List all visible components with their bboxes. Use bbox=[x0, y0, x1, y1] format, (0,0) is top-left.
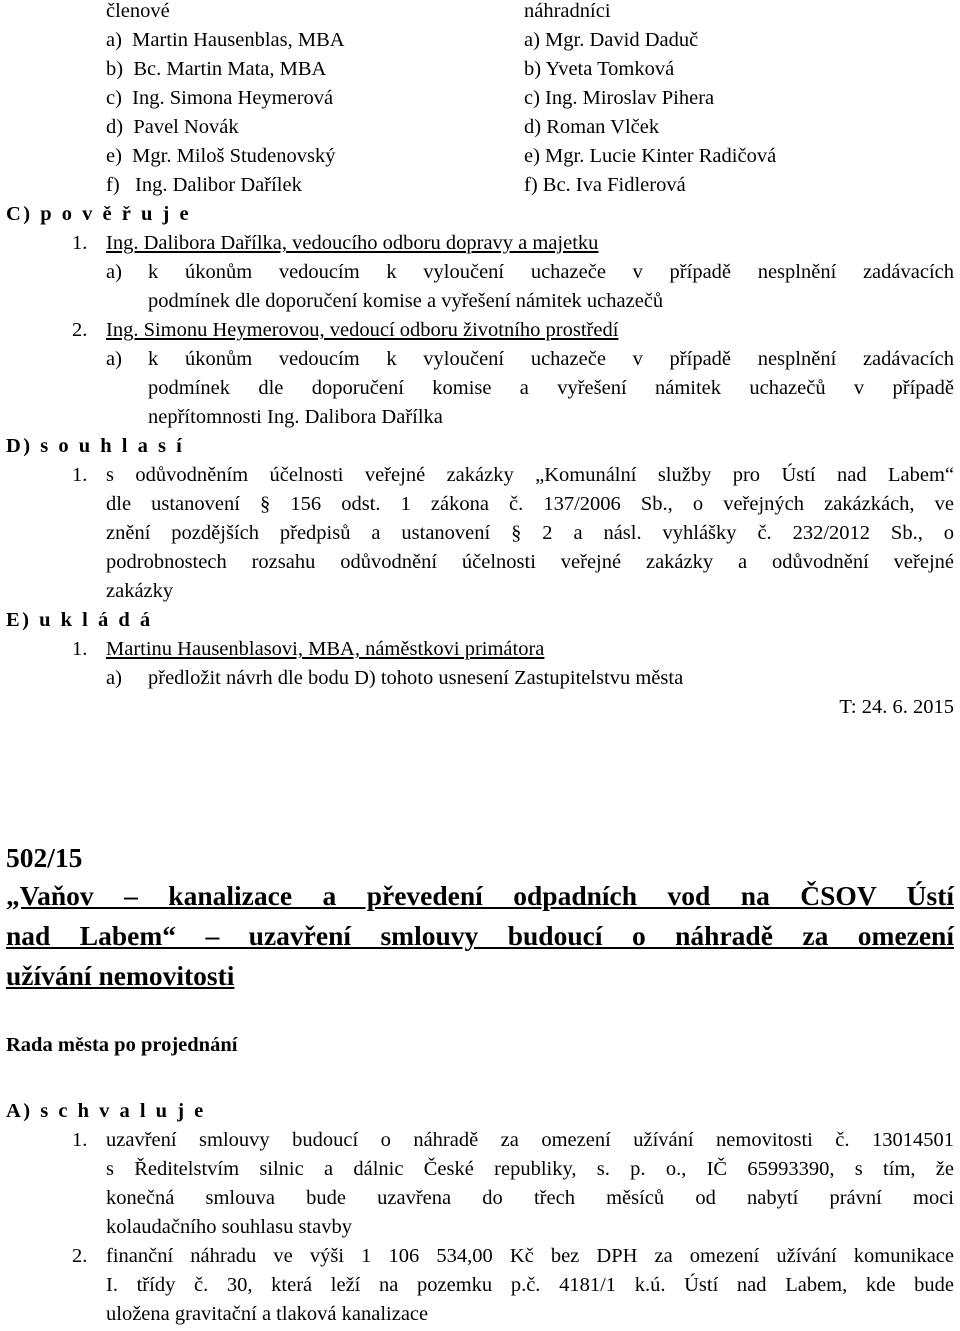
section-c-item2-a-line1: k úkonům vedoucím k vyloučení uchazeče v případě nesplnění zadávacích bbox=[148, 348, 954, 370]
section-e-heading: E) u k l á d á bbox=[6, 609, 153, 631]
resolution-title-line2: nad Labem“ – uzavření smlouvy budoucí o náhradě za omezení bbox=[6, 920, 954, 951]
member-left-d: d) Pavel Novák bbox=[106, 116, 239, 138]
section-c-item2-a-line2: podmínek dle doporučení komise a vyřešení námitek uchazečů v případě bbox=[148, 377, 954, 399]
section-a-item2-line2: I. třídy č. 30, která leží na pozemku p.č. 4181/1 k.ú. Ústí nad Labem, kde bude bbox=[106, 1274, 954, 1296]
section-d-line3: znění pozdějších předpisů a ustanovení § 2 a násl. vyhlášky č. 232/2012 Sb., o bbox=[106, 522, 954, 544]
section-e-deadline: T: 24. 6. 2015 bbox=[839, 696, 954, 718]
resolution-title-line3: užívání nemovitosti bbox=[6, 960, 235, 991]
section-c-item2-a-letter: a) bbox=[106, 348, 122, 370]
section-d-heading: D) s o u h l a s í bbox=[6, 435, 185, 457]
section-d-line5: zakázky bbox=[106, 580, 174, 602]
section-c-item1-a-letter: a) bbox=[106, 261, 122, 283]
section-a-item2-line1: finanční náhradu ve výši 1 106 534,00 Kč bez DPH za omezení užívání komunikace bbox=[106, 1245, 954, 1267]
resolution-number: 502/15 bbox=[6, 842, 83, 873]
section-d-item1-number: 1. bbox=[72, 464, 88, 486]
member-right-c: c) Ing. Miroslav Pihera bbox=[524, 87, 715, 109]
section-d-line2: dle ustanovení § 156 odst. 1 zákona č. 137/2006 Sb., o veřejných zakázkách, ve bbox=[106, 493, 954, 515]
member-right-a: a) Mgr. David Daduč bbox=[524, 29, 699, 51]
section-c-item1-a-line2: podmínek dle doporučení komise a vyřešení námitek uchazečů bbox=[148, 290, 664, 312]
section-c-item1-a-line1: k úkonům vedoucím k vyloučení uchazeče v případě nesplnění zadávacích bbox=[148, 261, 954, 283]
member-left-e: e) Mgr. Miloš Studenovský bbox=[106, 145, 336, 167]
section-c-item2-number: 2. bbox=[72, 319, 88, 341]
resolution-title-line1: „Vaňov – kanalizace a převedení odpadních vod na ČSOV Ústí bbox=[6, 880, 954, 911]
section-a-item1-line2: s Ředitelstvím silnic a dálnic České republiky, s. p. o., IČ 65993390, s tím, že bbox=[106, 1158, 954, 1180]
member-right-b: b) Yveta Tomková bbox=[524, 58, 675, 80]
member-right-f: f) Bc. Iva Fidlerová bbox=[524, 174, 686, 196]
section-d-line1: s odůvodněním účelnosti veřejné zakázky „Komunální služby pro Ústí nad Labem“ bbox=[106, 464, 954, 486]
section-a-heading: A) s c h v a l u j e bbox=[6, 1100, 206, 1122]
members-right-header: náhradníci bbox=[524, 0, 611, 22]
section-c-heading: C) p o v ě ř u j e bbox=[6, 203, 192, 225]
section-a-item1-line3: konečná smlouva bude uzavřena do třech měsíců od nabytí právní moci bbox=[106, 1187, 954, 1209]
section-e-item1-number: 1. bbox=[72, 638, 88, 660]
section-d-line4: podrobnostech rozsahu odůvodnění účelnosti veřejné zakázky a odůvodnění veřejné bbox=[106, 551, 954, 573]
section-a-item1-number: 1. bbox=[72, 1129, 88, 1151]
council-heading: Rada města po projednání bbox=[6, 1034, 238, 1056]
section-a-item1-line4: kolaudačního souhlasu stavby bbox=[106, 1216, 352, 1238]
member-right-d: d) Roman Vlček bbox=[524, 116, 660, 138]
members-left-header: členové bbox=[106, 0, 170, 22]
section-e-item1-text: Martinu Hausenblasovi, MBA, náměstkovi primátora bbox=[106, 638, 545, 660]
section-c-item1-number: 1. bbox=[72, 232, 88, 254]
section-e-item1-a-text: předložit návrh dle bodu D) tohoto usnesení Zastupitelstvu města bbox=[148, 667, 684, 689]
member-left-b: b) Bc. Martin Mata, MBA bbox=[106, 58, 327, 80]
member-left-c: c) Ing. Simona Heymerová bbox=[106, 87, 334, 109]
section-c-item2-text: Ing. Simonu Heymerovou, vedoucí odboru životního prostředí bbox=[106, 319, 619, 341]
section-c-item2-a-line3: nepřítomnosti Ing. Dalibora Dařílka bbox=[148, 406, 443, 428]
section-a-item2-number: 2. bbox=[72, 1245, 88, 1267]
section-e-item1-a-letter: a) bbox=[106, 667, 122, 689]
member-left-f: f) Ing. Dalibor Dařílek bbox=[106, 174, 302, 196]
section-a-item2-line3: uložena gravitační a tlaková kanalizace bbox=[106, 1303, 429, 1325]
section-c-item1-text: Ing. Dalibora Dařílka, vedoucího odboru dopravy a majetku bbox=[106, 232, 599, 254]
member-right-e: e) Mgr. Lucie Kinter Radičová bbox=[524, 145, 777, 167]
section-a-item1-line1: uzavření smlouvy budoucí o náhradě za omezení užívání nemovitosti č. 13014501 bbox=[106, 1129, 954, 1151]
member-left-a: a) Martin Hausenblas, MBA bbox=[106, 29, 345, 51]
